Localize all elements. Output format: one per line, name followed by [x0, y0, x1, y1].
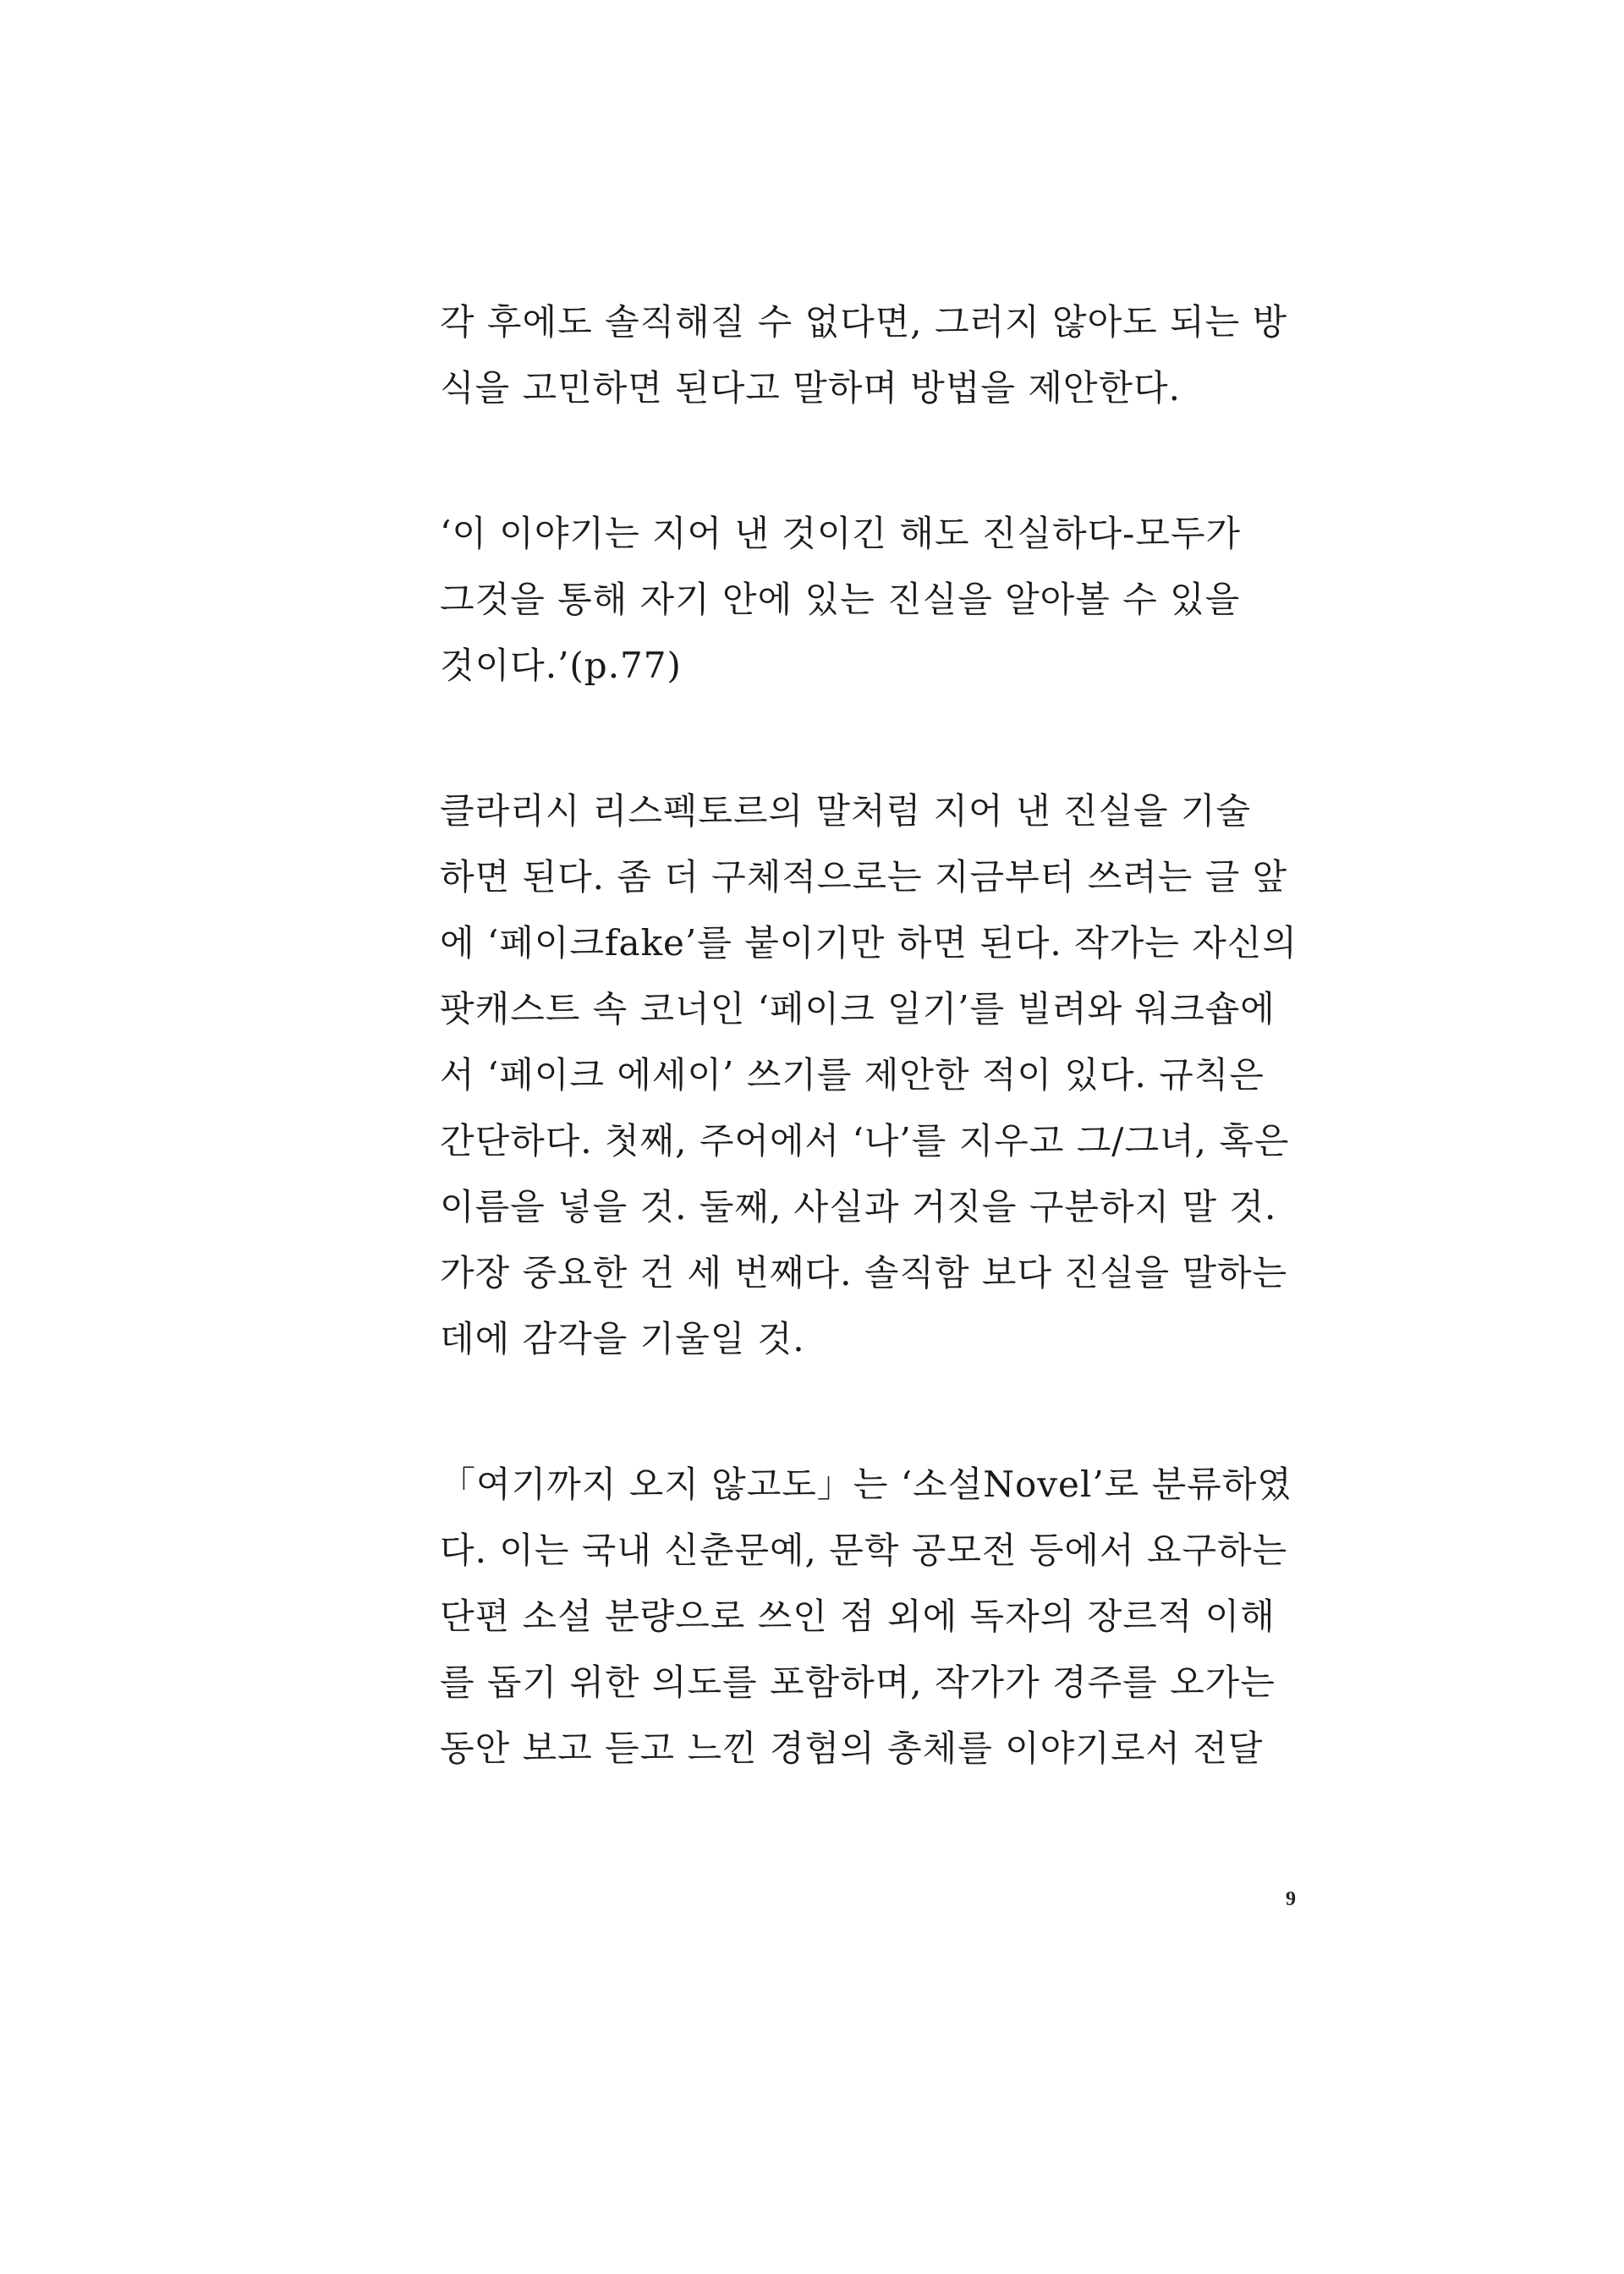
- paragraph-4: [440, 1452, 1292, 1782]
- paragraph-quote: [440, 501, 1242, 699]
- text-line: 서 ‘페이크 에세이’ 쓰기를 제안한 적이 있다. 규칙은: [440, 1054, 1265, 1096]
- paragraph-gap: [440, 421, 1239, 501]
- paragraph-gap: [440, 699, 1239, 778]
- text-line: 각 후에도 솔직해질 수 없다면, 그러지 않아도 되는 방: [440, 301, 1288, 343]
- paragraph-gap: [440, 1372, 1239, 1452]
- text-line: 하면 된다. 좀 더 구체적으로는 지금부터 쓰려는 글 앞: [440, 856, 1288, 898]
- text-line: 클라리시 리스펙토르의 말처럼 지어 낸 진실을 기술: [440, 790, 1252, 832]
- text-line: 「여기까지 오지 않고도」는 ‘소설Novel’로 분류하였: [440, 1464, 1292, 1505]
- text-line: 에 ‘페이크fake’를 붙이기만 하면 된다. 작가는 자신의: [440, 922, 1298, 964]
- text-line: 그것을 통해 자기 안에 있는 진실을 알아볼 수 있을: [440, 579, 1241, 620]
- text-line: 식을 고민하면 된다고 말하며 방법을 제안한다.: [440, 367, 1181, 409]
- text-line: 단편 소설 분량으로 쓰인 점 외에 독자의 장르적 이해: [440, 1596, 1276, 1637]
- text-line: 동안 보고 듣고 느낀 경험의 총체를 이야기로서 전달: [440, 1727, 1264, 1769]
- page-number: 9: [1286, 1888, 1296, 1910]
- text-line: 데에 감각을 기울일 것.: [440, 1318, 805, 1359]
- text-line: 다. 이는 국내 신춘문예, 문학 공모전 등에서 요구하는: [440, 1530, 1288, 1571]
- paragraph-3: [440, 778, 1298, 1372]
- text-line: ‘이 이야기는 지어 낸 것이긴 해도 진실하다-모두가: [440, 513, 1242, 554]
- paragraph-1: [440, 289, 1288, 421]
- body-text: [440, 289, 1298, 1782]
- text-line: 팟캐스트 속 코너인 ‘페이크 일기’를 빌려와 워크숍에: [440, 988, 1276, 1030]
- text-line: 를 돕기 위한 의도를 포함하며, 작가가 경주를 오가는: [440, 1662, 1276, 1703]
- text-line: 이름을 넣을 것. 둘째, 사실과 거짓을 구분하지 말 것.: [440, 1186, 1277, 1228]
- text-line: 가장 중요한 건 세 번째다. 솔직함 보다 진실을 말하는: [440, 1252, 1288, 1294]
- text-line: 것이다.’(p.77): [440, 645, 682, 686]
- text-line: 간단하다. 첫째, 주어에서 ‘나’를 지우고 그/그녀, 혹은: [440, 1120, 1290, 1162]
